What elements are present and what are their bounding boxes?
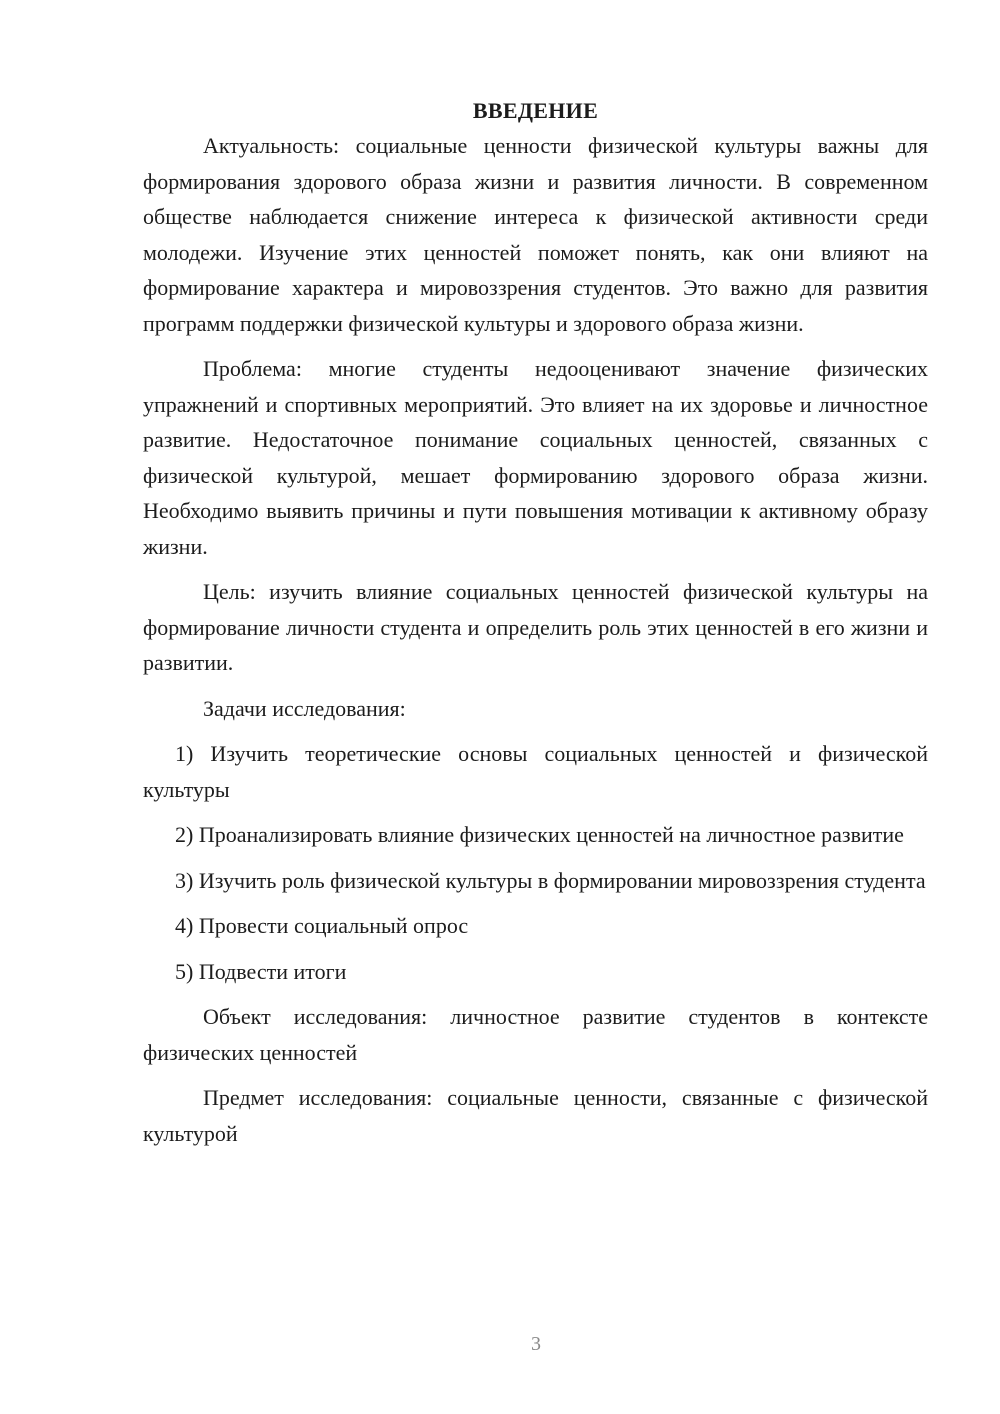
task-item: 2) Проанализировать влияние физических ценностей на личностное развитие [175, 822, 904, 847]
task-item: 4) Провести социальный опрос [175, 913, 469, 938]
task-item: 3) Изучить роль физической культуры в формировании мировоззрения студента [175, 867, 926, 893]
subject-paragraph: Предмет исследования: социальные ценности, связанные с физической культурой [143, 1085, 928, 1146]
task-item: 1) Изучить теоретические основы социальных ценностей и физической культуры [143, 741, 928, 802]
page-content [143, 93, 928, 1151]
section-heading: ВВЕДЕНИЕ [472, 98, 599, 123]
tasks-heading: Задачи исследования: [203, 695, 406, 721]
object-paragraph: Объект исследования: личностное развитие студентов в контексте физических ценностей [143, 1004, 928, 1065]
goal-paragraph: Цель: изучить влияние социальных ценностей физической культуры на формирование личности студента и определить роль этих ценностей в его жизни и развитии. [143, 579, 928, 675]
page-number: 3 [531, 1333, 541, 1355]
relevance-paragraph: Актуальность: социальные ценности физической культуры важны для формирования здорового образа жизни и развития личности. В современном обществе наблюдается снижение интереса к физической активности среди молодежи. Изучение этих ценностей поможет понять, как они влияют на формирование характера и мировоззрения студентов. Это важно для развития программ поддержки физической культуры и здорового образа жизни. [143, 133, 928, 336]
problem-paragraph: Проблема: многие студенты недооценивают значение физических упражнений и спортивных мероприятий. Это влияет на их здоровье и личностное развитие. Недостаточное понимание социальных ценностей, связанных с физической культурой, мешает формированию здорового образа жизни. Необходимо выявить причины и пути повышения мотивации к активному образу жизни. [143, 356, 928, 559]
task-item: 5) Подвести итоги [175, 958, 347, 984]
